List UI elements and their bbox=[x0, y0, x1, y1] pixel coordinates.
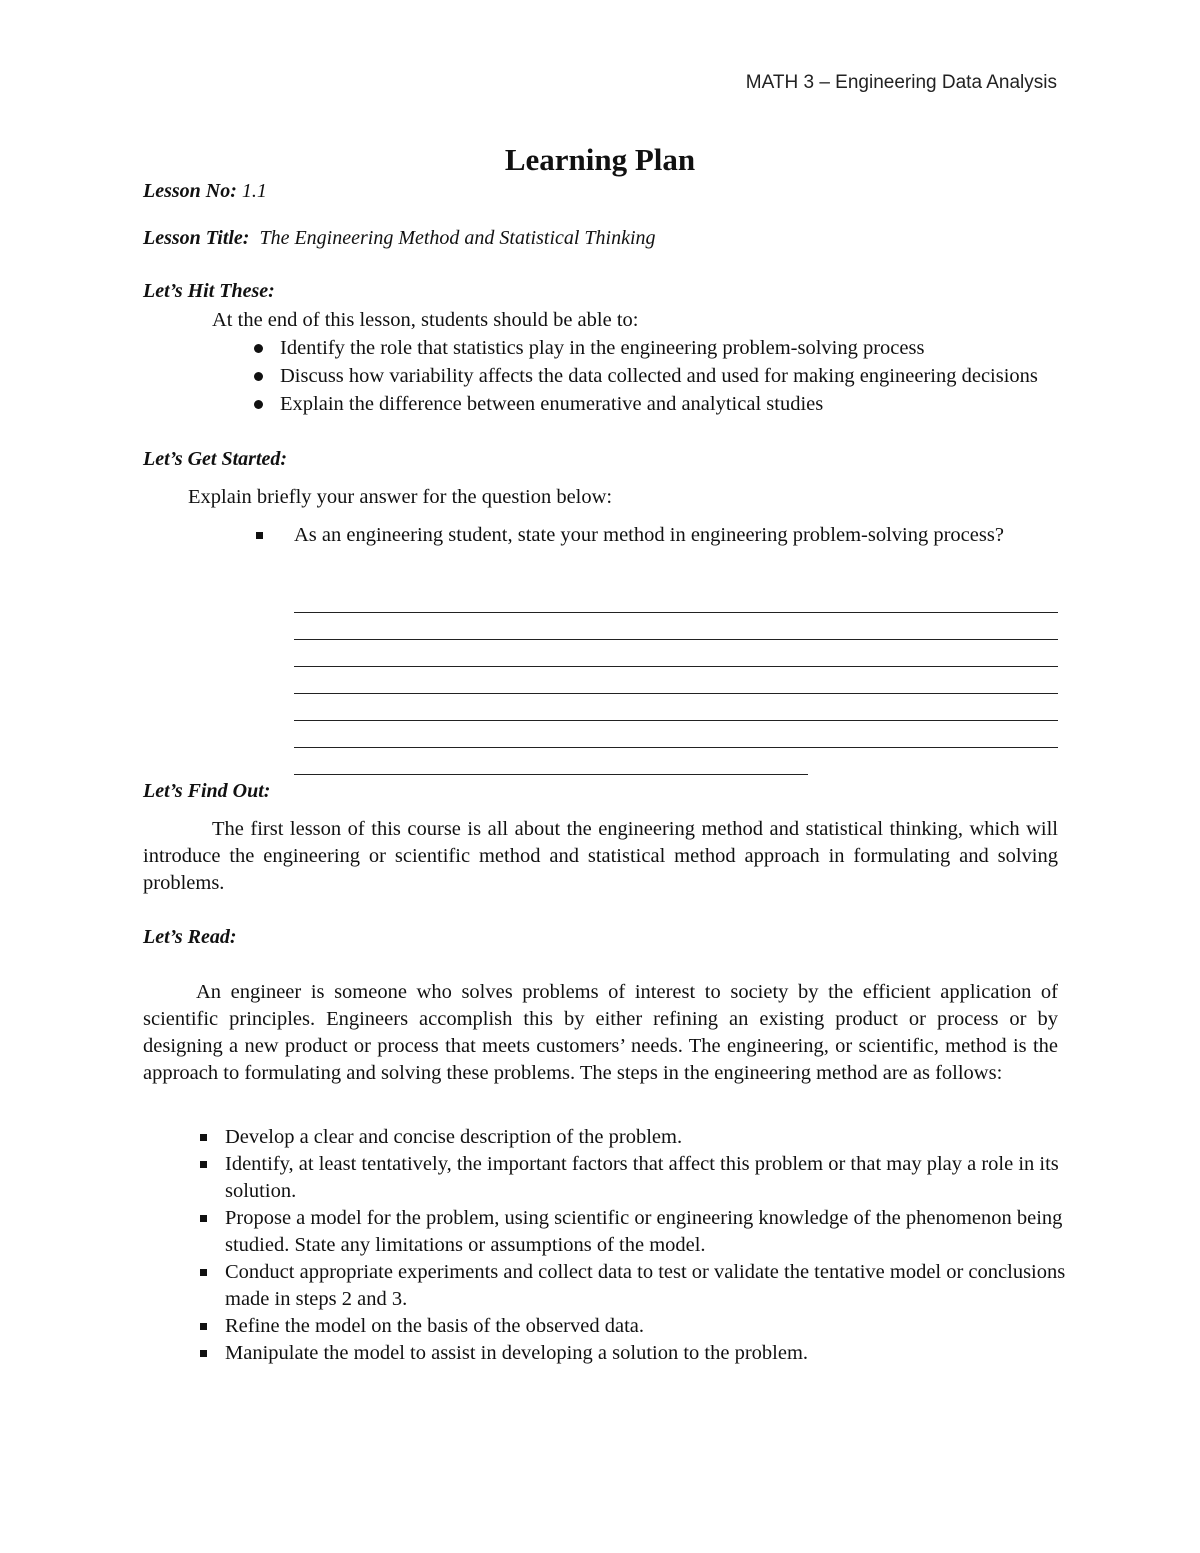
lesson-number-value: 1.1 bbox=[241, 180, 267, 202]
list-item bbox=[250, 362, 1070, 390]
question-text: As an engineering student, state your method in engineering problem-solving process? bbox=[294, 524, 1004, 546]
answer-line[interactable] bbox=[294, 613, 1058, 640]
lesson-title bbox=[143, 227, 656, 250]
step-text: Identify, at least tentatively, the important factors that affect this problem or that may play a role in its solution. bbox=[225, 1153, 1059, 1202]
section-heading-hit-these: Let’s Hit These: bbox=[143, 280, 275, 302]
question-item bbox=[250, 522, 1070, 549]
answer-line[interactable] bbox=[294, 721, 1058, 748]
answer-line[interactable] bbox=[294, 586, 1058, 613]
find-out-paragraph: The first lesson of this course is all about the engineering method and statistical thinking, which will introduce the engineering or scientific method and statistical method approach in formulating and solving problems. bbox=[143, 818, 1058, 894]
page-title: Learning Plan bbox=[504, 142, 696, 177]
section-heading-find-out: Let’s Find Out: bbox=[143, 780, 271, 802]
section-heading-read: Let’s Read: bbox=[143, 926, 237, 948]
answer-line[interactable] bbox=[294, 667, 1058, 694]
square-bullet-icon bbox=[200, 1134, 207, 1141]
list-item bbox=[197, 1151, 1077, 1205]
objective-text: Explain the difference between enumerative and analytical studies bbox=[280, 393, 824, 415]
list-item bbox=[197, 1313, 1077, 1340]
answer-area[interactable] bbox=[294, 586, 1058, 775]
square-bullet-icon bbox=[256, 532, 263, 539]
running-header: MATH 3 – Engineering Data Analysis bbox=[745, 72, 1057, 93]
answer-line[interactable] bbox=[294, 694, 1058, 721]
objectives-list bbox=[250, 334, 1070, 418]
list-item bbox=[197, 1124, 1077, 1151]
lesson-title-value: The Engineering Method and Statistical Thinking bbox=[259, 227, 656, 249]
answer-line[interactable] bbox=[294, 748, 808, 775]
engineering-method-steps bbox=[197, 1124, 1077, 1367]
objective-text: Identify the role that statistics play in the engineering problem-solving process bbox=[280, 337, 925, 359]
square-bullet-icon bbox=[200, 1269, 207, 1276]
bullet-icon bbox=[254, 400, 263, 409]
bullet-icon bbox=[254, 344, 263, 353]
objectives-intro: At the end of this lesson, students should be able to: bbox=[212, 309, 639, 331]
step-text: Refine the model on the basis of the observed data. bbox=[225, 1315, 644, 1337]
answer-line[interactable] bbox=[294, 640, 1058, 667]
list-item bbox=[250, 334, 1070, 362]
step-text: Conduct appropriate experiments and collect data to test or validate the tentative model or conclusions made in steps 2 and 3. bbox=[225, 1261, 1066, 1310]
step-text: Develop a clear and concise description of the problem. bbox=[225, 1126, 683, 1148]
read-paragraph: An engineer is someone who solves problems of interest to society by the efficient application of scientific principles. Engineers accomplish this by either refining an existing product or process or by designing a new product or process that meets customers’ needs. The engineering, or scientific, method is the approach to formulating and solving these problems. The steps in the engineering method are as follows: bbox=[143, 981, 1058, 1084]
square-bullet-icon bbox=[200, 1161, 207, 1168]
bullet-icon bbox=[254, 372, 263, 381]
objective-text: Discuss how variability affects the data collected and used for making engineering decisions bbox=[280, 365, 1038, 387]
step-text: Propose a model for the problem, using scientific or engineering knowledge of the phenomenon being studied. State any limitations or assumptions of the model. bbox=[225, 1207, 1063, 1256]
lesson-number bbox=[143, 180, 267, 203]
square-bullet-icon bbox=[200, 1350, 207, 1357]
list-item bbox=[197, 1259, 1077, 1313]
question-instruction: Explain briefly your answer for the question below: bbox=[188, 486, 613, 508]
section-heading-get-started: Let’s Get Started: bbox=[143, 448, 288, 470]
lesson-number-label: Lesson No: bbox=[143, 180, 237, 202]
square-bullet-icon bbox=[200, 1215, 207, 1222]
list-item bbox=[250, 390, 1070, 418]
lesson-title-label: Lesson Title: bbox=[143, 227, 250, 249]
step-text: Manipulate the model to assist in developing a solution to the problem. bbox=[225, 1342, 809, 1364]
list-item bbox=[197, 1205, 1077, 1259]
square-bullet-icon bbox=[200, 1323, 207, 1330]
list-item bbox=[197, 1340, 1077, 1367]
